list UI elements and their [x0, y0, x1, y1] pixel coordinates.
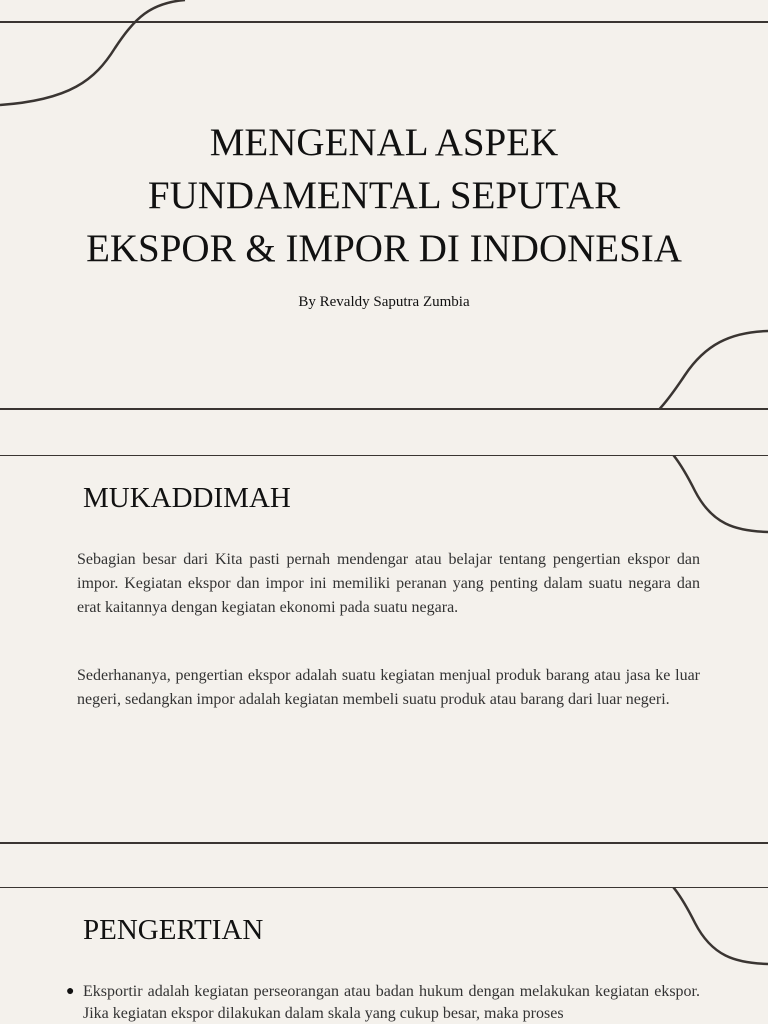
title-line-1: MENGENAL ASPEK — [209, 121, 559, 164]
presentation-title — [0, 116, 768, 275]
paragraph: Sebagian besar dari Kita pasti pernah mendengar atau belajar tentang pengertian ekspor dan impor. Kegiatan ekspor dan impor ini memiliki peranan yang penting dalam suatu negara dan erat kaitannya dengan kegiatan ekonomi pada suatu negara. — [77, 551, 700, 616]
section-heading: PENGERTIAN — [83, 914, 264, 946]
section-heading: MUKADDIMAH — [83, 482, 291, 514]
slide-gap — [0, 410, 768, 456]
bullet-text: Eksportir adalah kegiatan perseorangan atau badan hukum dengan melakukan kegiatan ekspor. Jika kegiatan ekspor dilakukan dalam skala yang cukup besar, maka proses — [83, 983, 700, 1022]
slide-gap — [0, 844, 768, 888]
list-item — [66, 981, 700, 1025]
bullet-list — [66, 981, 700, 1025]
title-line-2: FUNDAMENTAL SEPUTAR — [147, 174, 621, 217]
title-line-3: EKSPOR & IMPOR DI INDONESIA — [86, 227, 682, 270]
slide-title — [0, 0, 768, 410]
bullet-icon: ● — [66, 984, 75, 999]
author-byline: By Revaldy Saputra Zumbia — [298, 294, 470, 310]
paragraph: Sederhananya, pengertian ekspor adalah suatu kegiatan menjual produk barang atau jasa ke luar negeri, sedangkan impor adalah kegiatan membeli suatu produk atau barang dari luar negeri. — [77, 667, 700, 708]
top-rule — [0, 21, 768, 23]
